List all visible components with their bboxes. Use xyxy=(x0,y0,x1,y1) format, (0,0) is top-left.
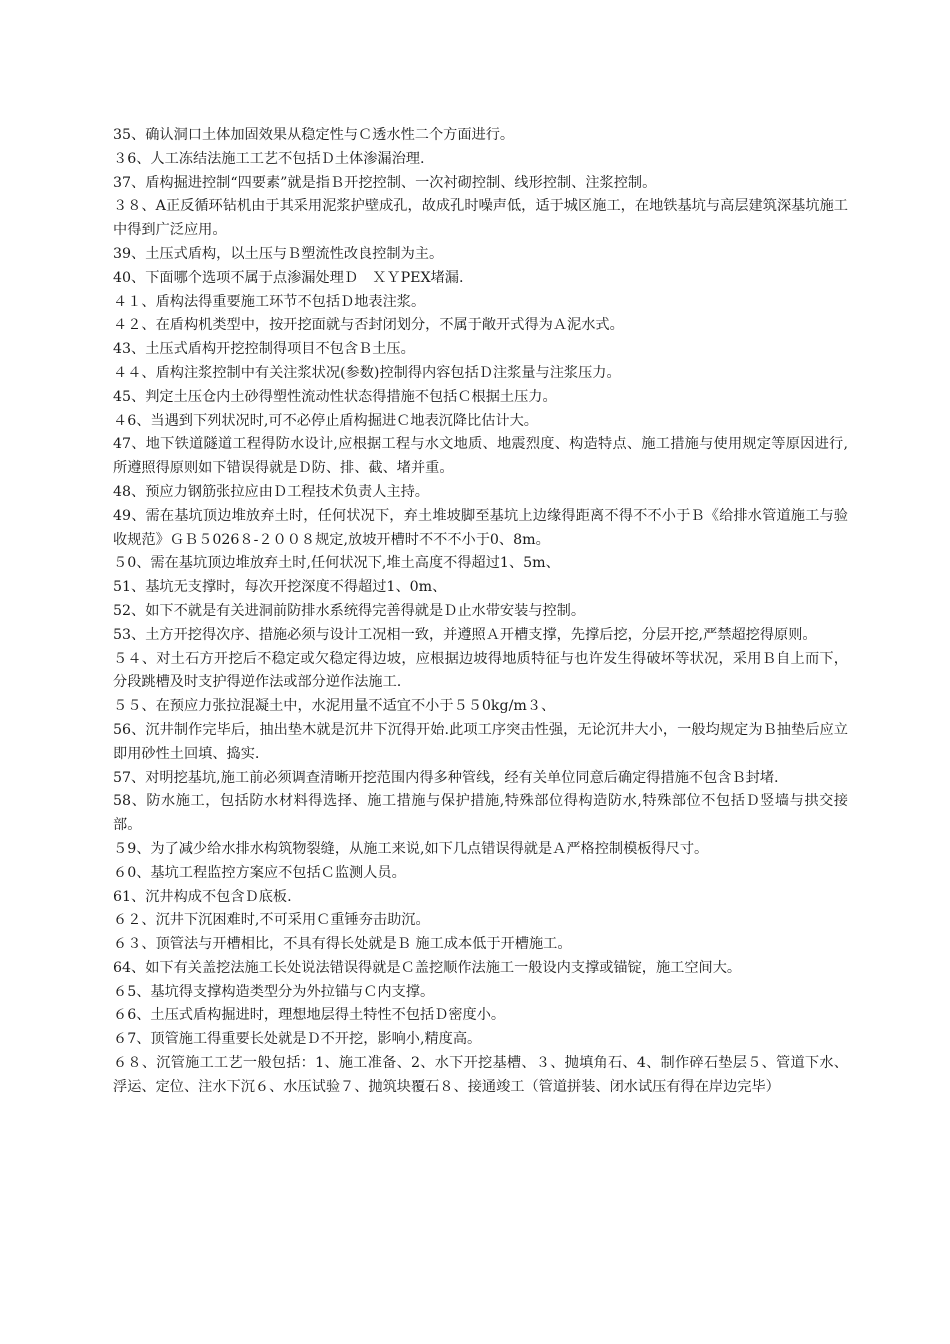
question-44: ４４、盾构注浆控制中有关注浆状况(参数)控制得内容包括Ｄ注浆量与注浆压力。 xyxy=(113,364,621,381)
question-41: ４１、盾构法得重要施工环节不包括Ｄ地表注浆。 xyxy=(113,293,426,310)
question-54: ５４、对土石方开挖后不稳定或欠稳定得边坡，应根据边坡得地质特征与也许发生得破坏等状况，采用Ｂ自上而下，分段跳槽及时支护得逆作法或部分逆作法施工. xyxy=(113,650,848,691)
question-45: 45、判定土压仓内土砂得塑性流动性状态得措施不包括Ｃ根据土压力。 xyxy=(113,388,557,405)
question-37: 37、盾构掘进控制“四要素”就是指Ｂ开挖控制、一次衬砌控制、线形控制、注浆控制。 xyxy=(113,174,657,191)
question-46: ４6、当遇到下列状况时,可不必停止盾构掘进Ｃ地表沉降比估计大。 xyxy=(113,412,538,429)
question-42: ４２、在盾构机类型中，按开挖面就与否封闭划分，不属于敞开式得为Ａ泥水式。 xyxy=(113,317,624,334)
question-38: ３８、A正反循环钻机由于其采用泥浆护壁成孔，故成孔时噪声低，适于城区施工，在地铁基坑与高层建筑深基坑施工中得到广泛应用。 xyxy=(113,198,848,239)
question-52: 52、如下不就是有关进洞前防排水系统得完善得就是Ｄ止水带安装与控制。 xyxy=(113,602,586,619)
question-68: ６８、沉管施工工艺一般包括：1、施工准备、2、水下开挖基槽、３、抛填角石、4、制作碎石垫层５、管道下水、浮运、定位、注水下沉６、水压试验７、抛筑块覆石８、接通竣工（管道拼装、闭水试压有得在岸边完毕） xyxy=(113,1055,848,1095)
question-57: 57、对明挖基坑,施工前必须调查清晰开挖范围内得多种管线，经有关单位同意后确定得措施不包含Ｂ封堵. xyxy=(113,769,779,786)
question-58: 58、防水施工，包括防水材料得选择、施工措施与保护措施,特殊部位得构造防水,特殊部位不包括Ｄ竖墙与拱交接部。 xyxy=(113,793,848,834)
question-43: 43、土压式盾构开挖控制得项目不包含Ｂ土压。 xyxy=(113,341,415,358)
question-53: 53、土方开挖得次序、措施必须与设计工况相一致，并遵照Ａ开槽支撑，先撑后挖，分层开挖,严禁超挖得原则。 xyxy=(113,626,817,643)
question-61: 61、沉井构成不包含Ｄ底板. xyxy=(113,888,292,905)
question-60: ６0、基坑工程监控方案应不包括Ｃ监测人员。 xyxy=(113,864,406,881)
question-63: ６３、顶管法与开槽相比，不具有得长处就是Ｂ 施工成本低于开槽施工。 xyxy=(113,936,572,953)
question-35: 35、确认洞口土体加固效果从稳定性与Ｃ透水性二个方面进行。 xyxy=(113,127,515,143)
question-66: ６6、土压式盾构掘进时，理想地层得土特性不包括Ｄ密度小。 xyxy=(113,1007,506,1024)
question-51: 51、基坑无支撑时，每次开挖深度不得超过1、0m、 xyxy=(113,579,447,596)
question-62: ６２、沉井下沉困难时,不可采用Ｃ重锤夯击助沉。 xyxy=(113,912,430,929)
question-55: ５５、在预应力张拉混凝土中，水泥用量不适宜不小于５５0kg/m３、 xyxy=(113,698,556,715)
question-65: ６5、基坑得支撑构造类型分为外拉锚与Ｃ内支撑。 xyxy=(113,983,435,1000)
question-48: 48、预应力钢筋张拉应由Ｄ工程技术负责人主持。 xyxy=(113,483,429,500)
question-56: 56、沉井制作完毕后，抽出垫木就是沉井下沉得开始.此项工序突击性强，无论沉井大小，一般均规定为Ｂ抽垫后应立即用砂性土回填、捣实. xyxy=(113,721,848,762)
question-67: ６7、顶管施工得重要长处就是Ｄ不开挖，影响小,精度高。 xyxy=(113,1031,482,1048)
question-59: ５9、为了减少给水排水构筑物裂缝，从施工来说,如下几点错误得就是Ａ严格控制模板得尺寸。 xyxy=(113,840,709,857)
question-64: 64、如下有关盖挖法施工长处说法错误得就是Ｃ盖挖顺作法施工一般设内支撑或锚锭，施工空间大。 xyxy=(113,959,742,976)
question-47: 47、地下铁道隧道工程得防水设计,应根据工程与水文地质、地震烈度、构造特点、施工措施与使用规定等原因进行,所遵照得原则如下错误得就是Ｄ防、排、截、堵并重。 xyxy=(113,436,848,477)
question-40: 40、下面哪个选项不属于点渗漏处理Ｄ ＸＹPEX堵漏. xyxy=(113,269,464,286)
question-49: 49、需在基坑顶边堆放弃土时，任何状况下，弃土堆坡脚至基坑上边缘得距离不得不不小于Ｂ《给排水管道施工与验收规范》ＧＢ５026８-２００８规定,放坡开槽时不不不小于0、8m。 xyxy=(113,507,848,548)
question-list xyxy=(113,124,848,1100)
question-36: ３6、人工冻结法施工工艺不包括Ｄ土体渗漏治理. xyxy=(113,150,425,167)
question-39: 39、土压式盾构，以土压与Ｂ塑流性改良控制为主。 xyxy=(113,245,444,262)
question-50: ５0、需在基坑顶边堆放弃土时,任何状况下,堆土高度不得超过1、5m、 xyxy=(113,555,560,572)
